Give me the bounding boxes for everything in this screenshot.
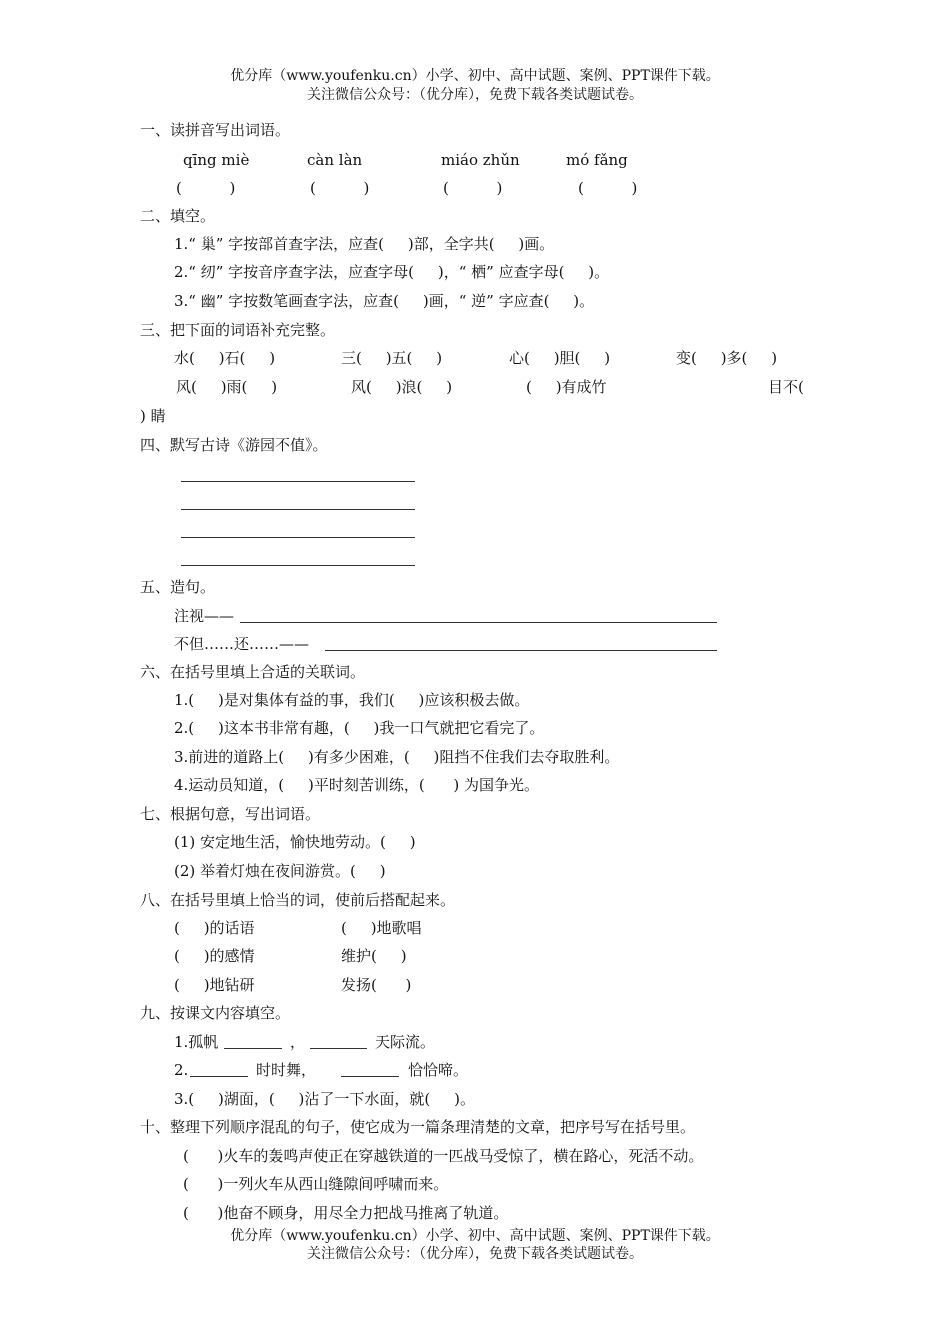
q2-item-1: 1.“ 巢” 字按部首查字法，应查( )部，全字共( )画。 — [174, 235, 555, 253]
q9-line1-end: 天际流。 — [375, 1033, 436, 1051]
q9-line2-mid: 时时舞， — [256, 1061, 317, 1079]
q2-item-2: 2.“ 纫” 字按音序查字法，应查字母( )，“ 栖” 应查字母( )。 — [174, 263, 610, 281]
q1-blank-3: ( ) — [443, 179, 503, 197]
q1-blank-4: ( ) — [578, 179, 638, 197]
q1-title: 一、读拼音写出词语。 — [140, 121, 291, 139]
q3-word-8-cont: ) 睛 — [140, 407, 166, 425]
q9-line1-comma: ， — [290, 1033, 306, 1051]
q1-pinyin-2: càn làn — [307, 151, 363, 169]
q1-pinyin-4: mó fǎng — [566, 151, 628, 169]
q8-title: 八、在括号里填上恰当的词，使前后搭配起来。 — [140, 891, 456, 909]
q2-title: 二、填空。 — [140, 207, 216, 225]
q5-title: 五、造句。 — [140, 578, 216, 596]
q9-line2-start: 2. — [174, 1061, 189, 1079]
q9-line1-blank-2[interactable] — [310, 1048, 367, 1049]
q3-word-5: 风( )雨( ) — [176, 378, 278, 396]
q5-answer-line-2[interactable] — [325, 650, 717, 651]
q4-title: 四、默写古诗《游园不值》。 — [140, 436, 328, 454]
q9-line2-blank-2[interactable] — [341, 1076, 399, 1077]
q5-item-1: 注视—— — [174, 607, 235, 625]
q10-item-3: ( )他奋不顾身，用尽全力把战马推离了轨道。 — [183, 1204, 509, 1222]
q9-line2-blank-1[interactable] — [190, 1076, 248, 1077]
q8-left-1: ( )的话语 — [174, 919, 255, 937]
q4-answer-line-3[interactable] — [181, 537, 415, 538]
q8-left-2: ( )的感情 — [174, 947, 255, 965]
q2-item-3: 3.“ 幽” 字按数笔画查字法，应查( )画，“ 逆” 字应查( )。 — [174, 292, 595, 310]
header-line-2: 关注微信公众号：（优分库），免费下载各类试题试卷。 — [307, 87, 643, 103]
q6-item-4: 4.运动员知道，( )平时刻苦训练，( ) 为国争光。 — [174, 776, 539, 794]
q10-item-1: ( )火车的轰鸣声使正在穿越铁道的一匹战马受惊了，横在路心，死活不动。 — [183, 1147, 704, 1165]
q8-right-1: ( )地歌唱 — [341, 919, 422, 937]
q1-blank-1: ( ) — [176, 179, 236, 197]
q6-title: 六、在括号里填上合适的关联词。 — [140, 663, 366, 681]
q8-right-2: 维护( ) — [341, 947, 407, 965]
q6-item-2: 2.( )这本书非常有趣，( )我一口气就把它看完了。 — [174, 719, 545, 737]
q5-answer-line-1[interactable] — [240, 622, 717, 623]
q4-answer-line-4[interactable] — [181, 565, 415, 566]
q9-line3: 3.( )湖面，( )沾了一下水面，就( )。 — [174, 1090, 475, 1108]
q4-answer-line-1[interactable] — [181, 481, 415, 482]
q1-blank-2: ( ) — [310, 179, 370, 197]
q4-answer-line-2[interactable] — [181, 509, 415, 510]
q5-item-2: 不但……还……—— — [174, 635, 310, 653]
q3-word-6: 风( )浪( ) — [351, 378, 453, 396]
header-line-1: 优分库（www.youfenku.cn）小学、初中、高中试题、案例、PPT课件下载。 — [230, 68, 720, 84]
q9-line1-blank-1[interactable] — [224, 1048, 282, 1049]
q1-pinyin-3: miáo zhǔn — [441, 151, 520, 169]
q3-word-1: 水( )石( ) — [174, 349, 276, 367]
q8-right-3: 发扬( ) — [341, 976, 412, 994]
q3-word-8: 目不( — [768, 378, 804, 396]
q9-line1-start: 1.孤帆 — [174, 1033, 219, 1051]
q7-item-1: (1) 安定地生活，愉快地劳动。( ) — [174, 833, 416, 851]
q3-word-4: 变( )多( ) — [676, 349, 778, 367]
q3-word-2: 三( )五( ) — [341, 349, 443, 367]
q7-item-2: (2) 举着灯烛在夜间游赏。( ) — [174, 862, 386, 880]
q3-word-7: ( )有成竹 — [526, 378, 607, 396]
footer-line-2: 关注微信公众号：（优分库），免费下载各类试题试卷。 — [307, 1246, 643, 1262]
q6-item-1: 1.( )是对集体有益的事，我们( )应该积极去做。 — [174, 691, 530, 709]
q3-title: 三、把下面的词语补充完整。 — [140, 321, 336, 339]
q7-title: 七、根据句意，写出词语。 — [140, 805, 321, 823]
q3-word-3: 心( )胆( ) — [509, 349, 611, 367]
q9-title: 九、按课文内容填空。 — [140, 1004, 291, 1022]
q10-title: 十、整理下列顺序混乱的句子，使它成为一篇条理清楚的文章，把序号写在括号里。 — [140, 1118, 696, 1136]
q1-pinyin-1: qīng miè — [183, 151, 250, 169]
q8-left-3: ( )地钻研 — [174, 976, 255, 994]
footer-line-1: 优分库（www.youfenku.cn）小学、初中、高中试题、案例、PPT课件下载。 — [230, 1228, 720, 1244]
q9-line2-end: 恰恰啼。 — [408, 1061, 469, 1079]
q10-item-2: ( )一列火车从西山缝隙间呼啸而来。 — [183, 1175, 449, 1193]
q6-item-3: 3.前进的道路上( )有多少困难，( )阻挡不住我们去夺取胜利。 — [174, 748, 620, 766]
